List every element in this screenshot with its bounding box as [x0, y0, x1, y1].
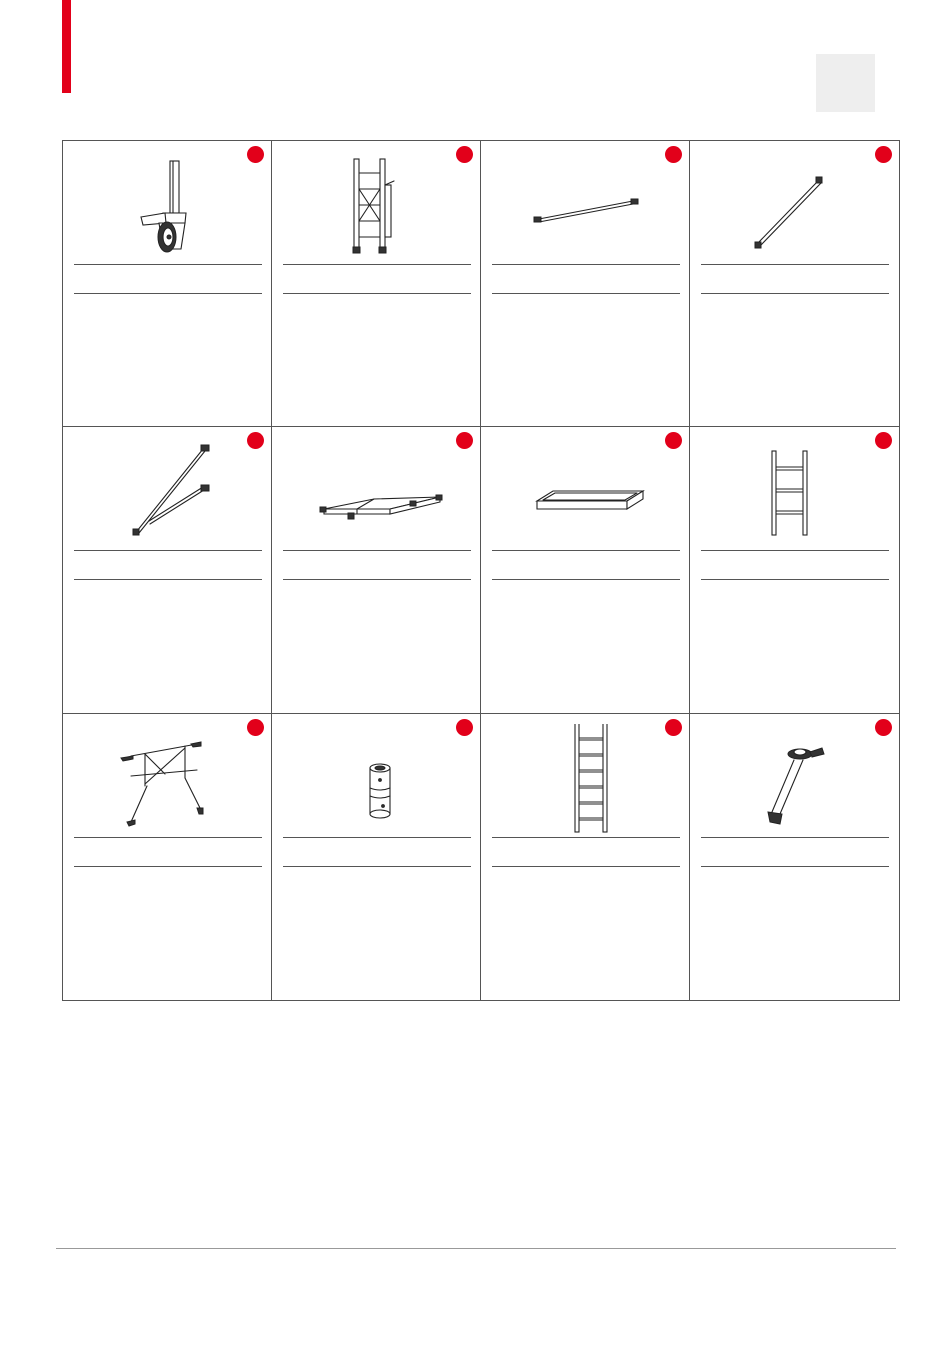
caption-rule [701, 264, 889, 265]
toe-board-icon [491, 437, 679, 547]
caption-rule [492, 550, 680, 551]
ladder-frame-icon [282, 151, 470, 261]
caption-rule [74, 293, 262, 294]
component-card [63, 141, 272, 427]
caption-rule [701, 293, 889, 294]
tall-ladder-frame-icon [491, 724, 679, 834]
caption-rule [283, 550, 471, 551]
caption-rule [74, 264, 262, 265]
caption-rule [74, 837, 262, 838]
folding-base-frame-icon [73, 724, 261, 834]
caption-rule [283, 837, 471, 838]
component-card [272, 714, 481, 1000]
caption-rule [492, 866, 680, 867]
component-card [272, 427, 481, 713]
caption-rule [283, 579, 471, 580]
caption-rule [701, 550, 889, 551]
header-accent-bar [62, 0, 71, 93]
caption-rule [492, 293, 680, 294]
spigot-connector-icon [282, 724, 470, 834]
caption-rule [283, 293, 471, 294]
component-card [63, 714, 272, 1000]
adjustable-leg-icon [700, 724, 888, 834]
component-card [481, 714, 690, 1000]
caption-rule [74, 579, 262, 580]
component-card [690, 714, 899, 1000]
castor-wheel-icon [73, 151, 261, 261]
caption-rule [492, 579, 680, 580]
platform-deck-icon [282, 437, 470, 547]
component-card [481, 141, 690, 427]
footer-rule [56, 1248, 896, 1249]
horizontal-brace-icon [491, 151, 679, 261]
component-card [481, 427, 690, 713]
caption-rule [701, 837, 889, 838]
stabiliser-arms-icon [73, 437, 261, 547]
component-card [63, 427, 272, 713]
caption-rule [74, 550, 262, 551]
component-card [690, 427, 899, 713]
short-ladder-frame-icon [700, 437, 888, 547]
page-tab [816, 54, 875, 112]
caption-rule [283, 264, 471, 265]
caption-rule [74, 866, 262, 867]
component-card [690, 141, 899, 427]
caption-rule [701, 866, 889, 867]
caption-rule [283, 866, 471, 867]
caption-rule [701, 579, 889, 580]
component-grid [62, 140, 900, 1001]
component-card [272, 141, 481, 427]
caption-rule [492, 264, 680, 265]
diagonal-brace-icon [700, 151, 888, 261]
caption-rule [492, 837, 680, 838]
